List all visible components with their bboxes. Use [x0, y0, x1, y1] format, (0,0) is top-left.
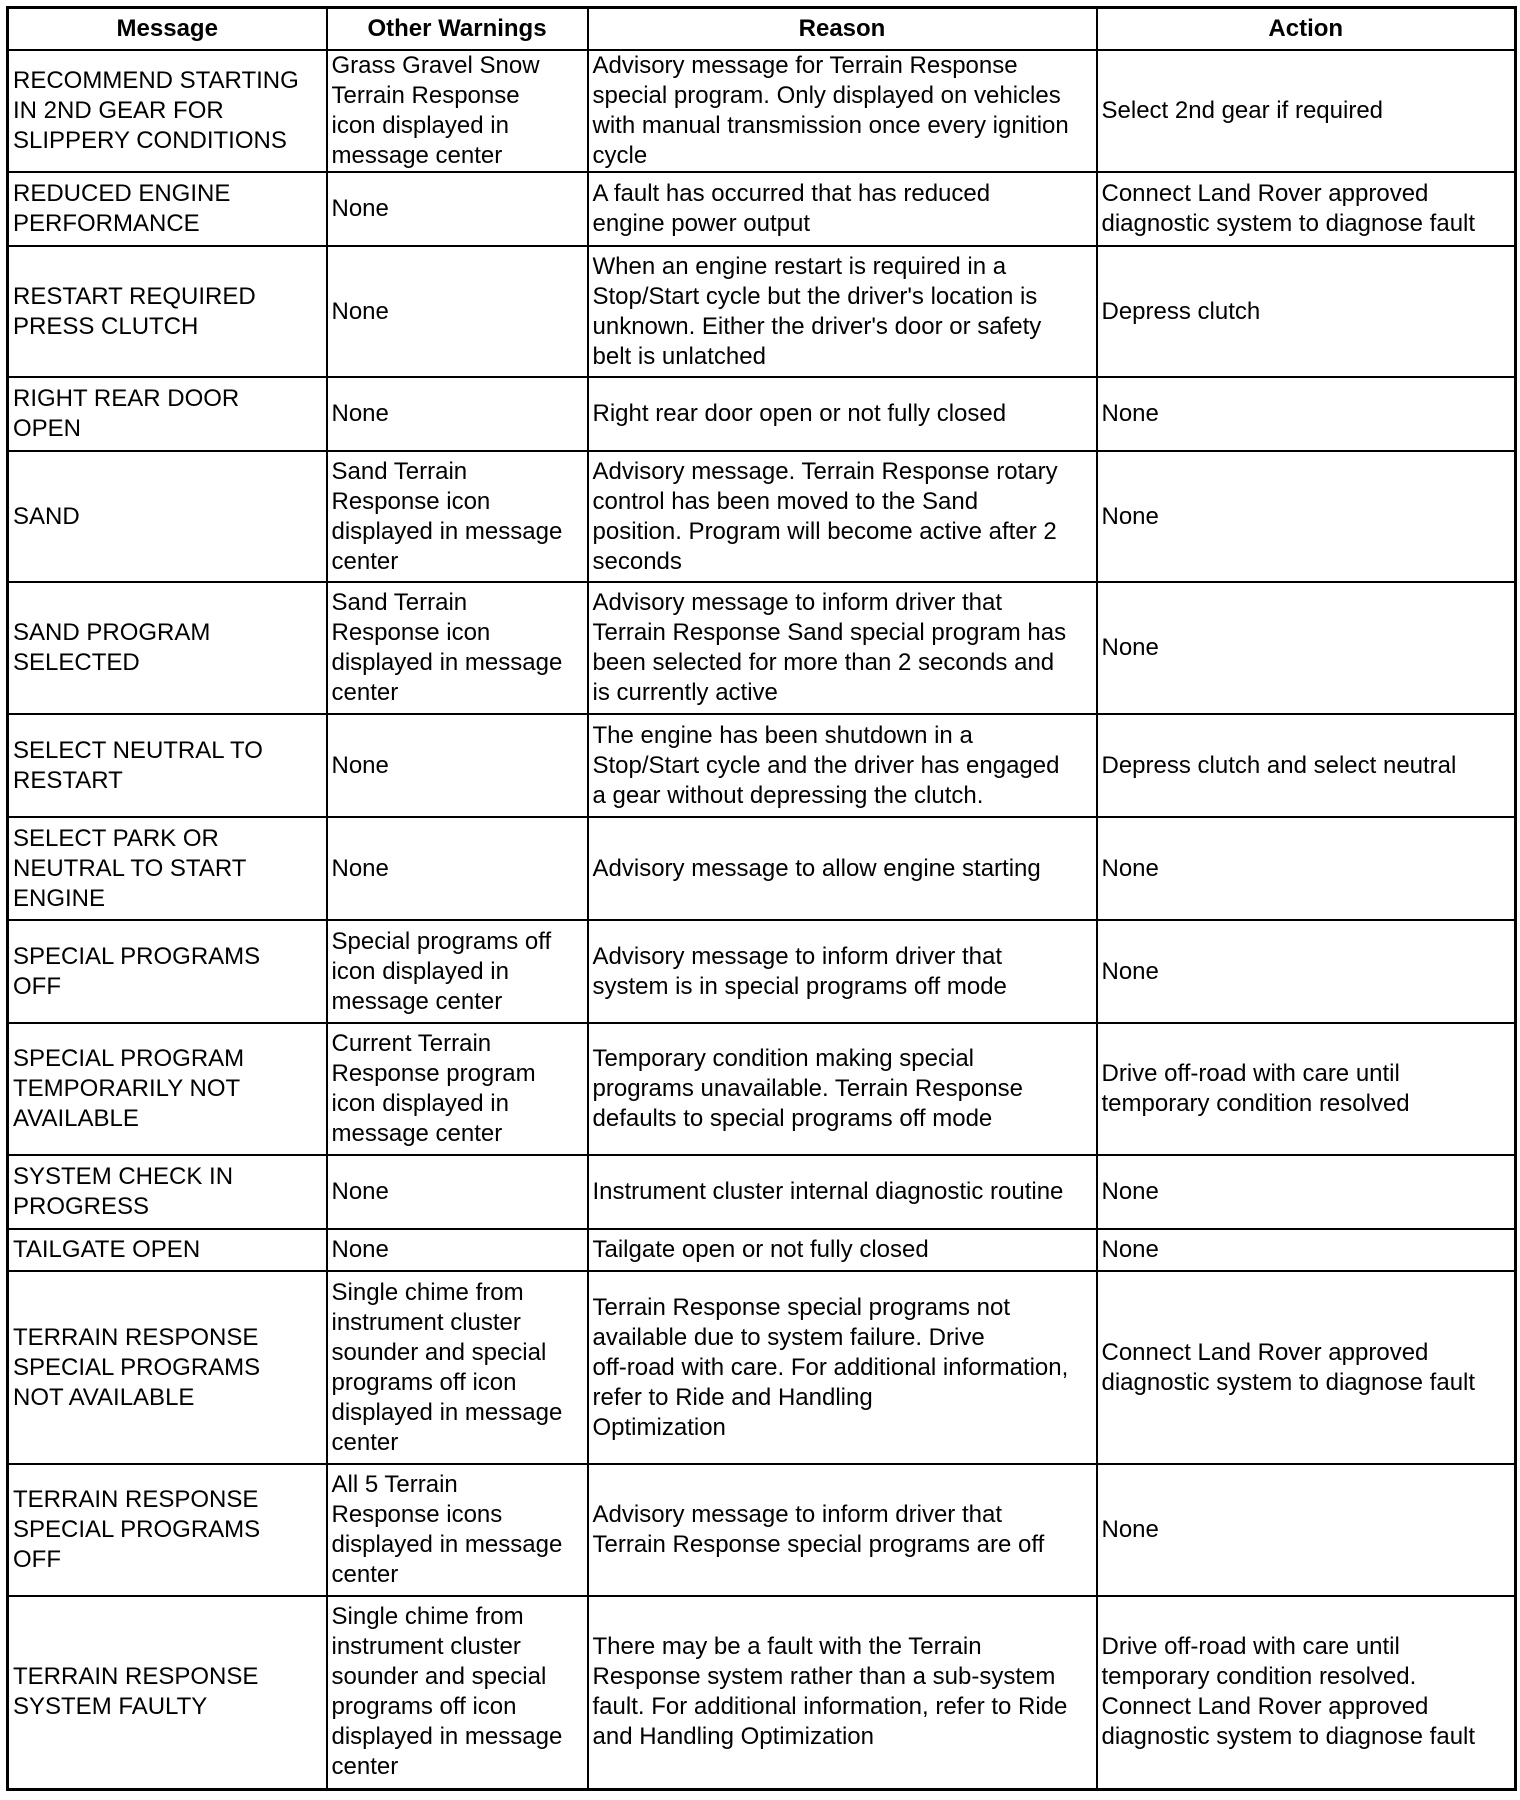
cell-action: None	[1097, 582, 1516, 714]
cell-reason: Right rear door open or not fully closed	[588, 377, 1097, 451]
cell-reason: Instrument cluster internal diagnostic routine	[588, 1155, 1097, 1229]
cell-reason: Advisory message to inform driver that system is in special programs off mode	[588, 920, 1097, 1023]
cell-reason: Terrain Response special programs not available due to system failure. Drive off-road with care. For additional information, refer to Ride and Handling Optimization	[588, 1271, 1097, 1464]
cell-other-warnings: All 5 Terrain Response icons displayed in message center	[327, 1464, 588, 1596]
cell-action: Depress clutch	[1097, 246, 1516, 377]
cell-reason: Advisory message to inform driver that Terrain Response special programs are off	[588, 1464, 1097, 1596]
header-action: Action	[1097, 8, 1516, 51]
cell-message: RECOMMEND STARTING IN 2ND GEAR FOR SLIPPERY CONDITIONS	[8, 50, 327, 172]
cell-message: SAND PROGRAM SELECTED	[8, 582, 327, 714]
cell-message: SELECT NEUTRAL TO RESTART	[8, 714, 327, 817]
cell-other-warnings: None	[327, 817, 588, 920]
table-row	[8, 714, 1516, 817]
cell-other-warnings: Sand Terrain Response icon displayed in message center	[327, 451, 588, 582]
cell-action: None	[1097, 817, 1516, 920]
table-row	[8, 1596, 1516, 1789]
warning-messages-table	[6, 6, 1517, 1791]
cell-action: Depress clutch and select neutral	[1097, 714, 1516, 817]
cell-action: Drive off-road with care until temporary condition resolved	[1097, 1023, 1516, 1155]
cell-other-warnings: None	[327, 172, 588, 246]
cell-reason: Advisory message. Terrain Response rotary control has been moved to the Sand position. Program will become active after 2 seconds	[588, 451, 1097, 582]
cell-reason: Tailgate open or not fully closed	[588, 1229, 1097, 1271]
table-row	[8, 1271, 1516, 1464]
header-message: Message	[8, 8, 327, 51]
table-row	[8, 1229, 1516, 1271]
cell-message: SELECT PARK OR NEUTRAL TO START ENGINE	[8, 817, 327, 920]
cell-message: SYSTEM CHECK IN PROGRESS	[8, 1155, 327, 1229]
cell-other-warnings: Single chime from instrument cluster sounder and special programs off icon displayed in message center	[327, 1596, 588, 1789]
cell-action: Connect Land Rover approved diagnostic system to diagnose fault	[1097, 172, 1516, 246]
header-reason: Reason	[588, 8, 1097, 51]
cell-message: RIGHT REAR DOOR OPEN	[8, 377, 327, 451]
cell-other-warnings: Sand Terrain Response icon displayed in message center	[327, 582, 588, 714]
table-row	[8, 1464, 1516, 1596]
cell-other-warnings: Single chime from instrument cluster sounder and special programs off icon displayed in message center	[327, 1271, 588, 1464]
table-row	[8, 50, 1516, 172]
cell-reason: When an engine restart is required in a Stop/Start cycle but the driver's location is unknown. Either the driver's door or safety belt is unlatched	[588, 246, 1097, 377]
cell-reason: A fault has occurred that has reduced engine power output	[588, 172, 1097, 246]
cell-other-warnings: Grass Gravel Snow Terrain Response icon displayed in message center	[327, 50, 588, 172]
cell-message: REDUCED ENGINE PERFORMANCE	[8, 172, 327, 246]
cell-message: SAND	[8, 451, 327, 582]
cell-reason: Advisory message to allow engine starting	[588, 817, 1097, 920]
cell-other-warnings: None	[327, 246, 588, 377]
cell-other-warnings: None	[327, 1155, 588, 1229]
cell-action: None	[1097, 377, 1516, 451]
table-row	[8, 920, 1516, 1023]
table-row	[8, 1155, 1516, 1229]
cell-other-warnings: Current Terrain Response program icon displayed in message center	[327, 1023, 588, 1155]
table-row	[8, 451, 1516, 582]
cell-action: None	[1097, 451, 1516, 582]
header-other-warnings: Other Warnings	[327, 8, 588, 51]
cell-other-warnings: None	[327, 1229, 588, 1271]
cell-message: TERRAIN RESPONSE SPECIAL PROGRAMS NOT AVAILABLE	[8, 1271, 327, 1464]
table-row	[8, 377, 1516, 451]
table-row	[8, 1023, 1516, 1155]
cell-message: RESTART REQUIRED PRESS CLUTCH	[8, 246, 327, 377]
cell-action: Connect Land Rover approved diagnostic system to diagnose fault	[1097, 1271, 1516, 1464]
cell-action: None	[1097, 1229, 1516, 1271]
cell-message: SPECIAL PROGRAM TEMPORARILY NOT AVAILABLE	[8, 1023, 327, 1155]
cell-message: SPECIAL PROGRAMS OFF	[8, 920, 327, 1023]
cell-reason: There may be a fault with the Terrain Response system rather than a sub-system fault. For additional information, refer to Ride and Handling Optimization	[588, 1596, 1097, 1789]
cell-action: Drive off-road with care until temporary condition resolved. Connect Land Rover approved diagnostic system to diagnose fault	[1097, 1596, 1516, 1789]
cell-action: None	[1097, 1155, 1516, 1229]
cell-action: None	[1097, 920, 1516, 1023]
table-row	[8, 582, 1516, 714]
cell-reason: The engine has been shutdown in a Stop/Start cycle and the driver has engaged a gear without depressing the clutch.	[588, 714, 1097, 817]
cell-action: None	[1097, 1464, 1516, 1596]
warning-messages-document	[6, 6, 1514, 1791]
cell-other-warnings: Special programs off icon displayed in message center	[327, 920, 588, 1023]
cell-action: Select 2nd gear if required	[1097, 50, 1516, 172]
cell-other-warnings: None	[327, 377, 588, 451]
cell-other-warnings: None	[327, 714, 588, 817]
table-row	[8, 172, 1516, 246]
table-header-row	[8, 8, 1516, 51]
cell-reason: Advisory message to inform driver that Terrain Response Sand special program has been selected for more than 2 seconds and is currently active	[588, 582, 1097, 714]
cell-message: TERRAIN RESPONSE SYSTEM FAULTY	[8, 1596, 327, 1789]
cell-message: TERRAIN RESPONSE SPECIAL PROGRAMS OFF	[8, 1464, 327, 1596]
table-row	[8, 817, 1516, 920]
table-row	[8, 246, 1516, 377]
cell-reason: Advisory message for Terrain Response special program. Only displayed on vehicles with manual transmission once every ignition cycle	[588, 50, 1097, 172]
cell-reason: Temporary condition making special programs unavailable. Terrain Response defaults to special programs off mode	[588, 1023, 1097, 1155]
cell-message: TAILGATE OPEN	[8, 1229, 327, 1271]
